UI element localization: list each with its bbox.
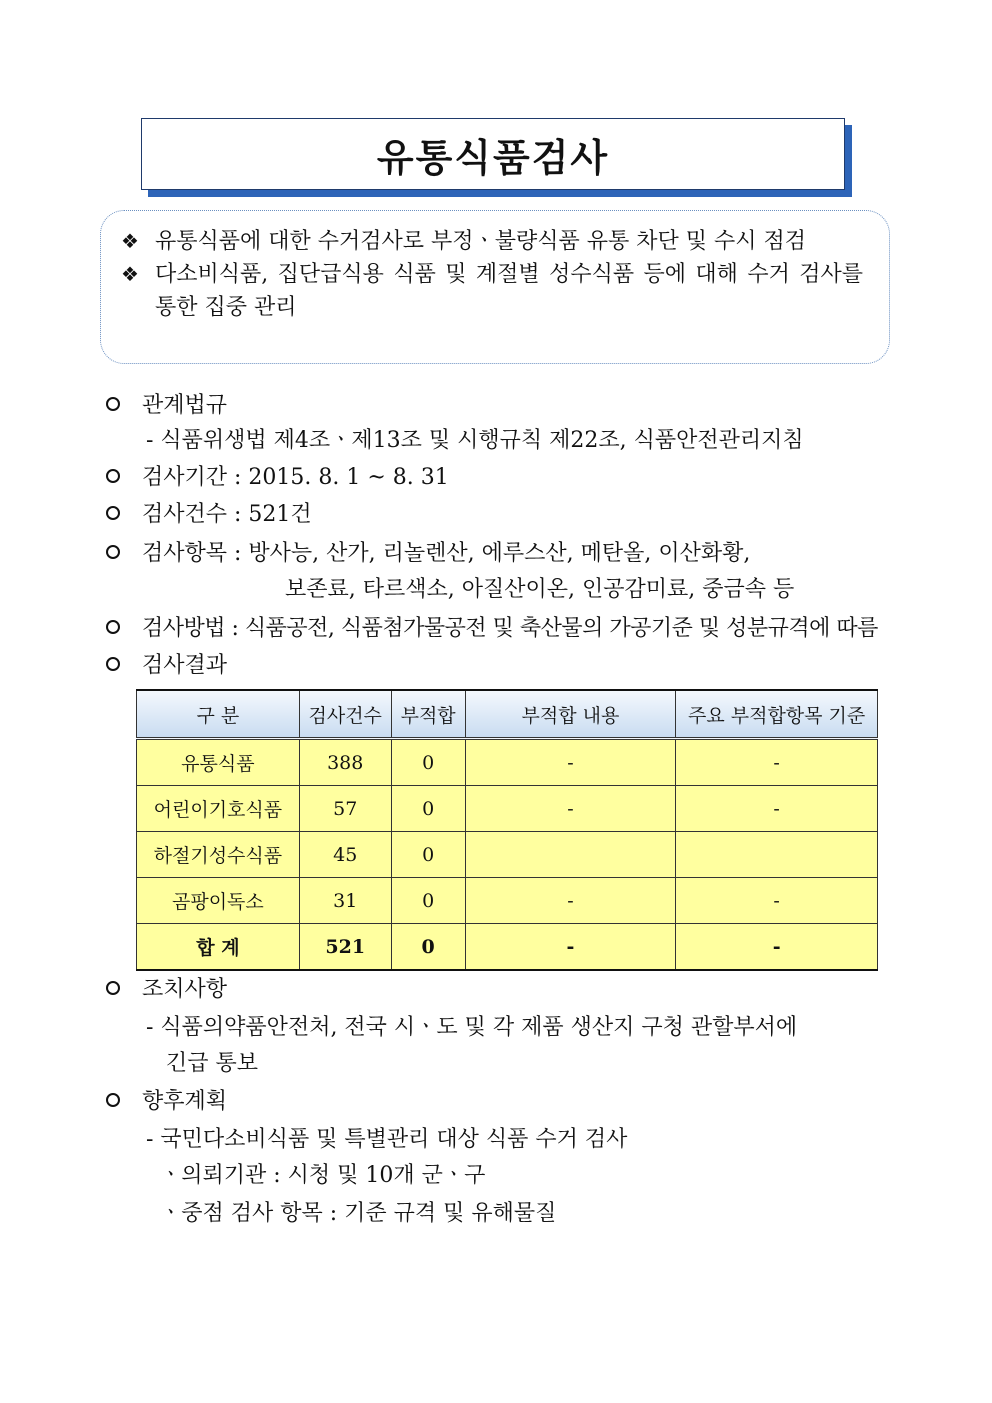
circle-bullet-icon bbox=[106, 506, 120, 520]
title-box bbox=[141, 118, 845, 190]
plan-line2: ㆍ의뢰기관 : 시청 및 10개 군ㆍ구 bbox=[160, 1163, 486, 1188]
count-text: 검사건수 : 521건 bbox=[142, 502, 312, 527]
table-row bbox=[137, 832, 878, 878]
table-cell: 유통식품 bbox=[137, 739, 300, 786]
section-period bbox=[106, 460, 449, 491]
table-cell: - bbox=[465, 878, 676, 924]
header-cell-category: 구 분 bbox=[137, 690, 300, 739]
table-cell: 0 bbox=[391, 786, 465, 832]
law-detail: - 식품위생법 제4조ㆍ제13조 및 시행규칙 제22조, 식품안전관리지침 bbox=[146, 428, 804, 453]
table-cell: - bbox=[465, 786, 676, 832]
section-label: 향후계획 bbox=[142, 1089, 228, 1114]
section-count bbox=[106, 497, 312, 528]
circle-bullet-icon bbox=[106, 981, 120, 995]
table-cell: 합 계 bbox=[137, 924, 300, 971]
diamond-bullet-icon: ❖ bbox=[121, 262, 139, 286]
section-action bbox=[106, 972, 227, 1003]
header-cell-count: 검사건수 bbox=[299, 690, 391, 739]
diamond-bullet-icon: ❖ bbox=[121, 229, 139, 253]
table-cell: - bbox=[465, 739, 676, 786]
circle-bullet-icon bbox=[106, 1093, 120, 1107]
table-cell: 388 bbox=[299, 739, 391, 786]
table-cell: 곰팡이독소 bbox=[137, 878, 300, 924]
table-row bbox=[137, 739, 878, 786]
table-header-row bbox=[137, 690, 878, 739]
table-row bbox=[137, 786, 878, 832]
summary-text: 유통식품에 대한 수거검사로 부정ㆍ불량식품 유통 차단 및 수시 점검 bbox=[155, 229, 807, 254]
table-cell: 31 bbox=[299, 878, 391, 924]
section-label: 조치사항 bbox=[142, 977, 228, 1002]
plan-line1: - 국민다소비식품 및 특별관리 대상 식품 수거 검사 bbox=[146, 1127, 628, 1152]
section-results bbox=[106, 648, 227, 679]
section-law bbox=[106, 388, 227, 419]
header-cell-nonconform: 부적합 bbox=[391, 690, 465, 739]
table-cell: 521 bbox=[299, 924, 391, 971]
section-items bbox=[106, 536, 750, 567]
table-cell bbox=[676, 832, 878, 878]
circle-bullet-icon bbox=[106, 397, 120, 411]
table-cell: 하절기성수식품 bbox=[137, 832, 300, 878]
table-cell: - bbox=[676, 878, 878, 924]
action-line1: - 식품의약품안전처, 전국 시ㆍ도 및 각 제품 생산지 구청 관할부서에 bbox=[146, 1015, 798, 1040]
table-cell: 0 bbox=[391, 878, 465, 924]
table-cell: 57 bbox=[299, 786, 391, 832]
header-cell-criteria: 주요 부적합항목 기준 bbox=[676, 690, 878, 739]
summary-text: 다소비식품, 집단급식용 식품 및 계절별 성수식품 등에 대해 수거 검사를 통한 집중 관리 bbox=[155, 262, 863, 320]
header-cell-details: 부적합 내용 bbox=[465, 690, 676, 739]
section-plan bbox=[106, 1084, 227, 1115]
table-cell: 어린이기호식품 bbox=[137, 786, 300, 832]
table-cell: 0 bbox=[391, 739, 465, 786]
items-text-line1: 검사항목 : 방사능, 산가, 리놀렌산, 에루스산, 메탄올, 이산화황, bbox=[142, 541, 751, 566]
circle-bullet-icon bbox=[106, 469, 120, 483]
circle-bullet-icon bbox=[106, 545, 120, 559]
table-cell: 45 bbox=[299, 832, 391, 878]
circle-bullet-icon bbox=[106, 657, 120, 671]
page-title: 유통식품검사 bbox=[376, 135, 610, 180]
table-cell: 0 bbox=[391, 924, 465, 971]
summary-item bbox=[121, 225, 863, 258]
method-text: 검사방법 : 식품공전, 식품첨가물공전 및 축산물의 가공기준 및 성분규격에 따름 bbox=[142, 616, 878, 641]
section-label: 관계법규 bbox=[142, 393, 228, 418]
table-cell: - bbox=[676, 924, 878, 971]
table-total-row bbox=[137, 924, 878, 971]
section-label: 검사결과 bbox=[142, 653, 228, 678]
table-cell: - bbox=[676, 786, 878, 832]
plan-line3: ㆍ중점 검사 항목 : 기준 규격 및 유해물질 bbox=[160, 1201, 557, 1226]
table-cell: 0 bbox=[391, 832, 465, 878]
table-cell: - bbox=[465, 924, 676, 971]
results-table bbox=[136, 689, 878, 971]
period-text: 검사기간 : 2015. 8. 1 ~ 8. 31 bbox=[142, 465, 449, 490]
section-method bbox=[106, 611, 878, 642]
summary-item bbox=[121, 258, 863, 324]
items-text-line2: 보존료, 타르색소, 아질산이온, 인공감미료, 중금속 등 bbox=[285, 577, 795, 602]
table-row bbox=[137, 878, 878, 924]
action-line2: 긴급 통보 bbox=[166, 1051, 259, 1076]
circle-bullet-icon bbox=[106, 620, 120, 634]
table-cell bbox=[465, 832, 676, 878]
table-cell: - bbox=[676, 739, 878, 786]
summary-box bbox=[100, 210, 890, 364]
